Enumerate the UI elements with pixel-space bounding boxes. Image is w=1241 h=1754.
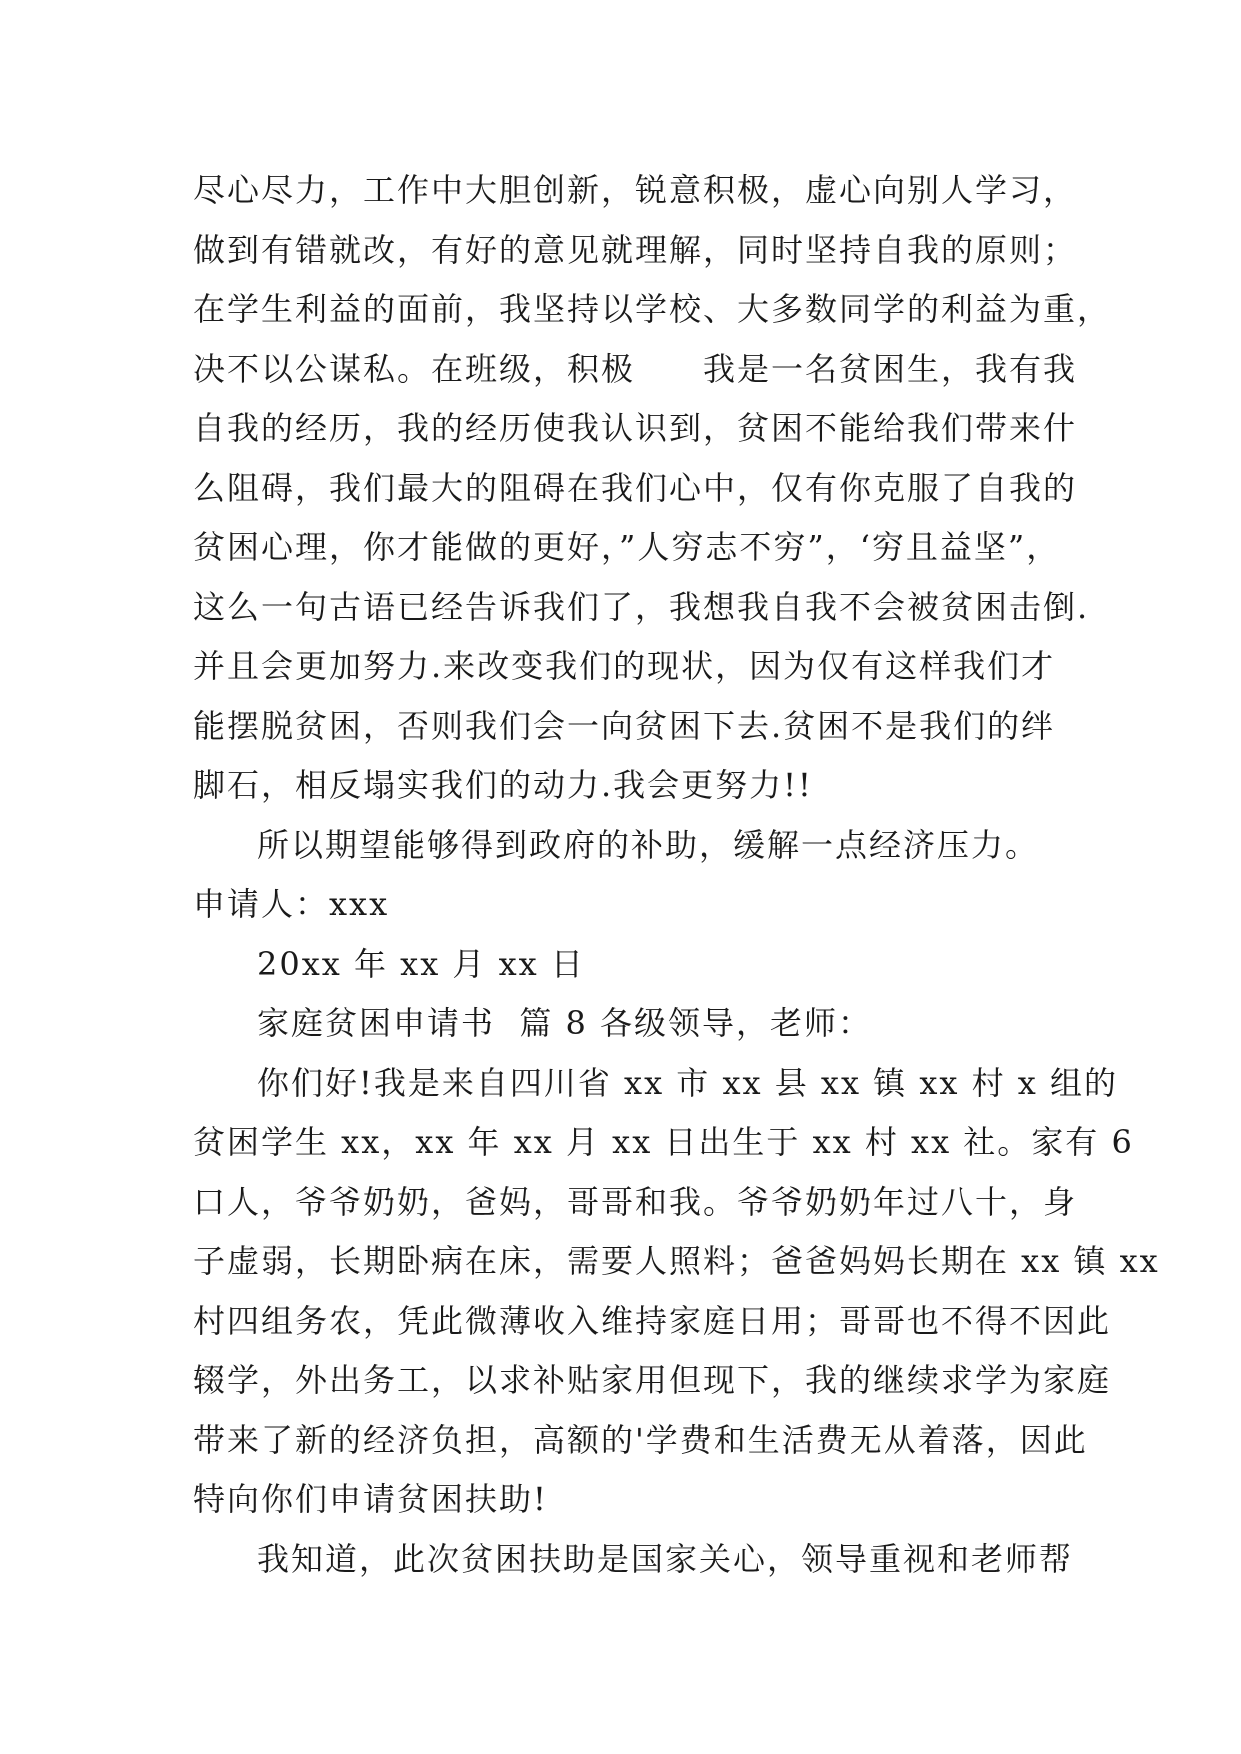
text-line: 能摆脱贫困，否则我们会一向贫困下去.贫困不是我们的绊 — [193, 706, 1056, 745]
text-line: 村四组务农，凭此微薄收入维持家庭日用；哥哥也不得不因此 — [193, 1301, 1112, 1340]
document-body — [193, 161, 1160, 1589]
text-line: 在学生利益的面前，我坚持以学校、大多数同学的利益为重， — [193, 290, 1112, 328]
text-line: 这么一句古语已经告诉我们了，我想我自我不会被贫困击倒. — [193, 587, 1090, 626]
text-line: 么阻碍，我们最大的阻碍在我们心中，仅有你克服了自我的 — [193, 468, 1078, 507]
section-heading: 家庭贫困申请书 篇 8 各级领导，老师： — [257, 1004, 873, 1042]
text-line: 贫困学生 xx，xx 年 xx 月 xx 日出生于 xx 村 xx 社。家有 6 — [193, 1123, 1134, 1161]
text-line: 你们好!我是来自四川省 xx 市 xx 县 xx 镇 xx 村 x 组的 — [257, 1063, 1119, 1102]
text-line: 特向你们申请贫困扶助! — [193, 1480, 548, 1518]
text-line: 带来了新的经济负担，高额的'学费和生活费无从着落，因此 — [193, 1420, 1088, 1459]
text-line: 做到有错就改，有好的意见就理解，同时坚持自我的原则； — [193, 230, 1078, 269]
text-line: 辍学，外出务工，以求补贴家用但现下，我的继续求学为家庭 — [193, 1361, 1112, 1399]
text-line: 所以期望能够得到政府的补助，缓解一点经济压力。 — [257, 825, 1040, 864]
text-line: 决不以公谋私。在班级，积极 我是一名贫困生，我有我 — [193, 349, 1078, 388]
text-line: 子虚弱，长期卧病在床，需要人照料；爸爸妈妈长期在 xx 镇 xx — [193, 1242, 1160, 1280]
text-line: 脚石，相反塌实我们的动力.我会更努力!! — [193, 766, 813, 804]
text-line: 我知道，此次贫困扶助是国家关心，领导重视和老师帮 — [257, 1539, 1074, 1578]
text-line: 自我的经历，我的经历使我认识到，贫困不能给我们带来什 — [193, 409, 1078, 447]
text-line: 贫困心理，你才能做的更好，”人穷志不穷”，‘穷且益坚”， — [193, 528, 1061, 566]
text-line: 口人，爷爷奶奶，爸妈，哥哥和我。爷爷奶奶年过八十，身 — [193, 1182, 1078, 1221]
applicant-line: 申请人：xxx — [193, 885, 390, 923]
text-line: 并且会更加努力.来改变我们的现状，因为仅有这样我们才 — [193, 647, 1056, 685]
text-line: 尽心尽力，工作中大胆创新，锐意积极，虚心向别人学习， — [193, 171, 1078, 209]
date-line: 20xx 年 xx 月 xx 日 — [257, 944, 585, 983]
